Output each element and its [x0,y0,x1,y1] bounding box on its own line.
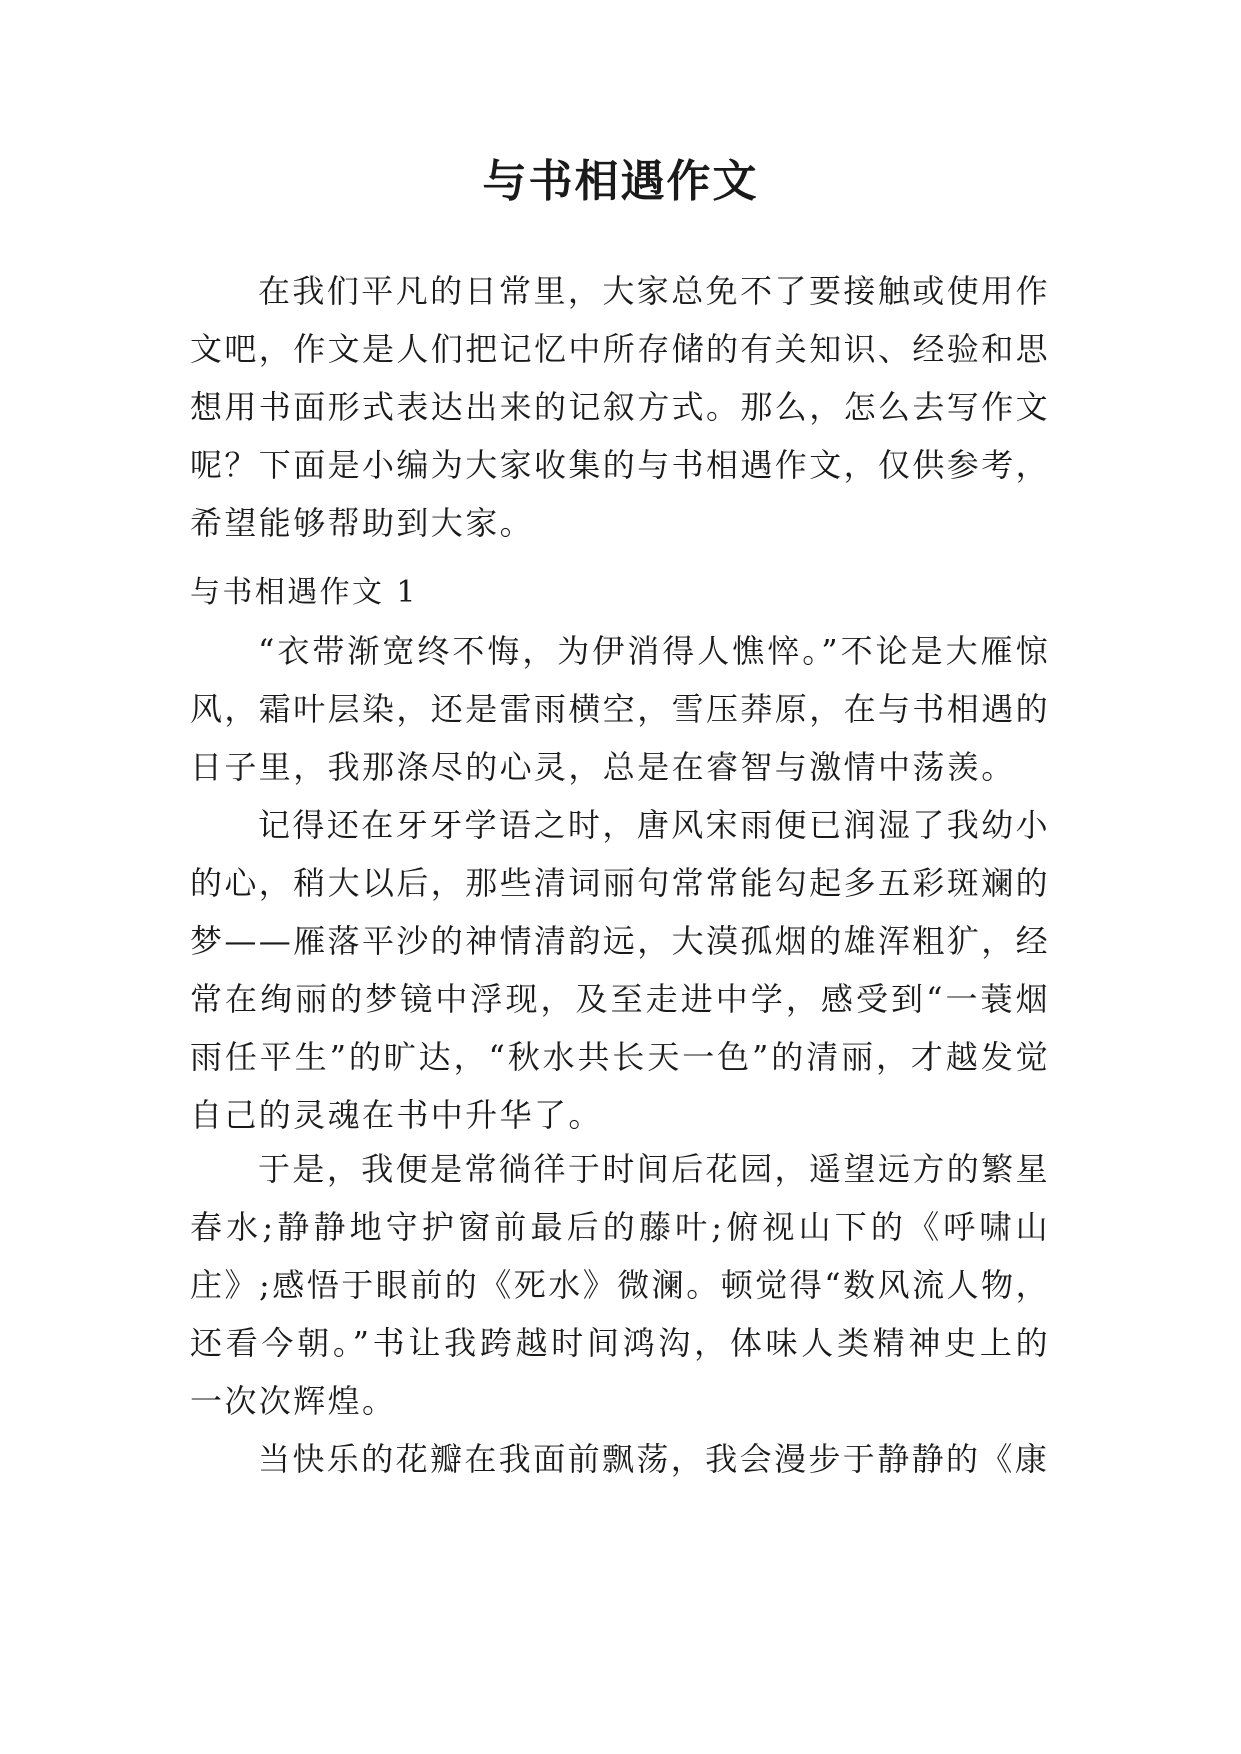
paragraph-4: 当快乐的花瓣在我面前飘荡，我会漫步于静静的《康 [258,1440,1050,1478]
paragraph-3: 于是，我便是常徜徉于时间后花园，遥望远方的繁星春水;静静地守护窗前最后的藤叶;俯视山下的《呼啸山庄》;感悟于眼前的《死水》微澜。顿觉得“数风流人物，还看今朝。”书让我跨越时间鸿沟，体味人类精神史上的一次次辉煌。 [190,1150,1050,1420]
section-heading: 与书相遇作文 1 [190,575,418,610]
paragraph-1: “衣带渐宽终不悔，为伊消得人憔悴。”不论是大雁惊风，霜叶层染，还是雷雨横空，雪压莽原，在与书相遇的日子里，我那涤尽的心灵，总是在睿智与激情中荡羡。 [190,632,1051,786]
paragraph-2: 记得还在牙牙学语之时，唐风宋雨便已润湿了我幼小的心，稍大以后，那些清词丽句常常能勾起多五彩斑斓的梦——雁落平沙的神情清韵远，大漠孤烟的雄浑粗犷，经常在绚丽的梦镜中浮现，及至走进中学，感受到“一蓑烟雨任平生”的旷达，“秋水共长天一色”的清丽，才越发觉自己的灵魂在书中升华了。 [190,806,1051,1134]
document-title: 与书相遇作文 [482,156,759,207]
intro-paragraph: 在我们平凡的日常里，大家总免不了要接触或使用作文吧，作文是人们把记忆中所存储的有关知识、经验和思想用书面形式表达出来的记叙方式。那么，怎么去写作文呢？下面是小编为大家收集的与书相遇作文，仅供参考，希望能够帮助到大家。 [190,272,1051,542]
